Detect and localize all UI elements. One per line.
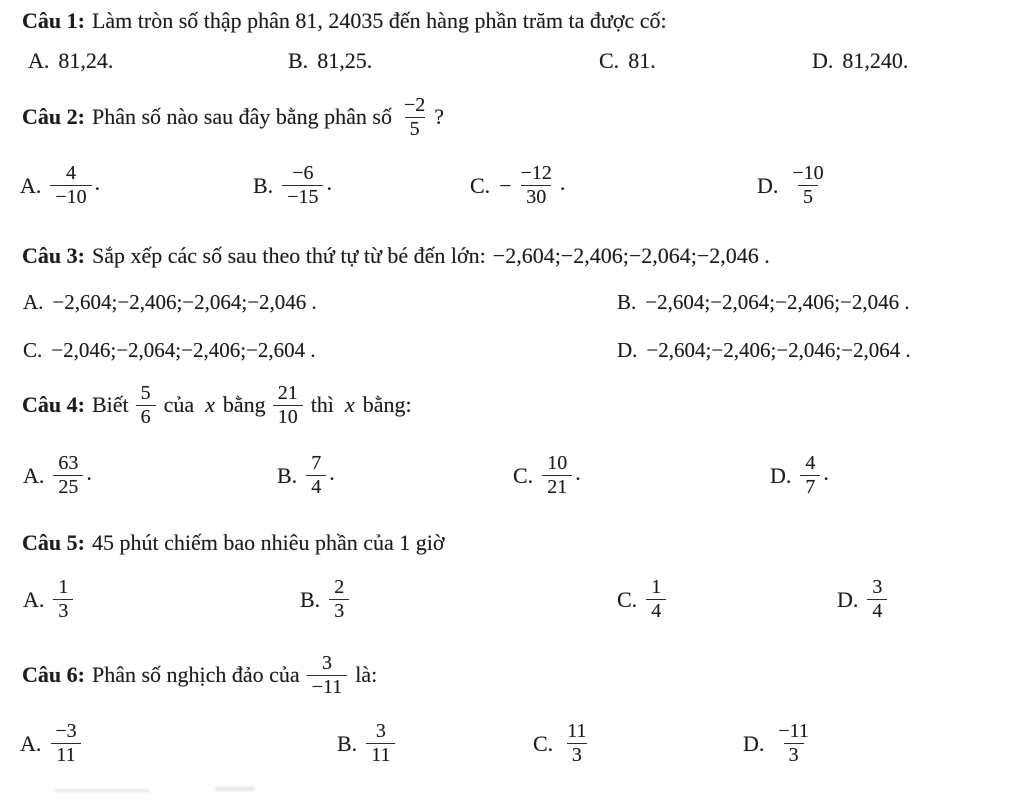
question-1-text: Làm tròn số thập phân 81, 24035 đến hàng phần trăm ta được cố: [91,8,667,33]
question-2-options [0,162,1024,209]
denominator: −11 [307,675,348,699]
question-1-label: Câu 1: [22,8,85,33]
option-1b-text: 81,25. [317,48,373,73]
question-3-text: Sắp xếp các số sau theo thứ tự từ bé đến lớn: [91,243,486,268]
option-4c-fraction [542,452,572,499]
question-6-label: Câu 6: [22,662,85,688]
option-1b [288,48,599,74]
option-3c-key: C. [23,338,43,362]
option-6c-key: C. [533,730,554,756]
option-2c-fraction [516,162,557,209]
question-4-variable-x-1: x [205,392,215,418]
scan-artifact [55,789,150,792]
option-6d-fraction [773,720,814,767]
question-1-options [0,48,1024,74]
denominator: 10 [273,405,303,429]
option-6b [337,720,533,767]
option-1a-key: A. [28,48,50,73]
denominator: 21 [542,475,572,499]
option-3c [23,338,617,363]
numerator: 1 [58,576,69,598]
option-5a-key: A. [23,586,45,612]
numerator: 4 [805,452,816,474]
option-3a-key: A. [23,290,44,314]
question-4-text-2: của [163,392,195,418]
numerator: 5 [140,382,151,404]
option-4c [513,452,770,499]
denominator: 5 [798,185,818,209]
option-5d-key: D. [837,586,859,612]
numerator: 21 [277,382,298,404]
question-2-text: Phân số nào sau đây bằng phân số [91,104,392,130]
denominator: 3 [567,743,587,767]
question-5-label: Câu 5: [22,530,85,555]
numerator: −12 [520,162,552,184]
question-2-label: Câu 2: [22,104,85,130]
numerator: 1 [651,576,662,598]
question-4-text-3: bằng [222,392,266,418]
option-1a-text: 81,24. [58,48,114,73]
option-2d-fraction [787,162,828,209]
option-4d-period: . [823,460,829,485]
denominator: 4 [867,599,887,623]
question-4-fraction-2 [273,382,303,429]
option-5a [23,576,300,623]
question-4-text-4: thì [310,392,334,418]
option-6a-fraction [50,720,81,767]
option-1b-key: B. [288,48,309,73]
option-1c-text: 81. [628,48,656,73]
option-1a [28,48,288,74]
option-1c-key: C. [599,48,620,73]
option-2c [470,162,757,209]
denominator: 6 [136,405,156,429]
option-6d [743,720,1024,767]
question-2-fraction [399,94,430,141]
numerator: 7 [311,452,322,474]
option-3b-text: −2,604;−2,064;−2,406;−2,046 . [645,290,910,314]
question-6-text-after: là: [355,662,378,688]
denominator: −15 [282,185,323,209]
option-2d [757,162,1024,209]
question-6-title [22,652,1016,699]
option-4d-fraction [800,452,820,499]
option-6b-key: B. [337,730,358,756]
numerator: −10 [792,162,824,184]
option-5c-key: C. [617,586,638,612]
question-5-options [0,576,1024,623]
question-5-title [22,530,1016,556]
option-2c-key: C. [470,172,491,198]
option-6c-fraction [562,720,591,767]
option-4d [770,452,1024,499]
option-3b-key: B. [617,290,637,314]
option-5d-fraction [867,576,887,623]
option-5c-fraction [646,576,666,623]
denominator: 30 [521,185,551,209]
question-4-text-1: Biết [91,392,129,418]
option-6d-key: D. [743,730,765,756]
option-5a-fraction [53,576,73,623]
option-2c-minus-sign: − [499,172,512,198]
numerator: 4 [66,162,77,184]
question-3-label: Câu 3: [22,243,85,268]
option-2b-key: B. [253,172,274,198]
option-4c-period: . [575,460,581,485]
denominator: 25 [53,475,83,499]
denominator: 11 [366,743,395,767]
numerator: 2 [334,576,345,598]
option-2a-key: A. [20,172,42,198]
option-2d-key: D. [757,172,779,198]
option-6c [533,720,743,767]
denominator: 7 [800,475,820,499]
option-2b-period: . [326,170,332,195]
option-5b-key: B. [300,586,321,612]
denominator: 3 [329,599,349,623]
option-4d-key: D. [770,462,792,488]
numerator: −2 [403,94,426,116]
option-4b [277,452,513,499]
option-3d-key: D. [617,338,638,362]
option-1d-text: 81,240. [842,48,909,73]
question-6-fraction [307,652,348,699]
option-4b-period: . [329,460,335,485]
option-2c-period: . [559,170,566,195]
denominator: 4 [646,599,666,623]
option-5d [837,576,1024,623]
option-2a-period: . [94,170,101,195]
option-4a-fraction [53,452,83,499]
question-2-mark: ? [434,104,445,130]
question-4-title [22,382,1016,429]
option-1d [812,48,1024,74]
scan-artifact [215,787,255,791]
option-4a [23,452,277,499]
option-6a [20,720,337,767]
option-6a-key: A. [20,730,42,756]
numerator: 10 [547,452,568,474]
option-4b-key: B. [277,462,298,488]
option-3a [23,290,617,315]
option-1d-key: D. [812,48,834,73]
numerator: −11 [778,720,809,742]
option-3d-text: −2,604;−2,406;−2,046;−2,064 . [646,338,911,362]
question-3-title [22,243,1016,269]
option-3b [617,290,1024,315]
option-4a-key: A. [23,462,45,488]
option-2b [253,162,470,209]
numerator: −3 [55,720,77,742]
option-6b-fraction [366,720,395,767]
option-4b-fraction [306,452,326,499]
numerator: 3 [375,720,386,742]
question-3-options-row-1 [0,290,1024,315]
question-3-sequence: −2,604;−2,406;−2,064;−2,046 . [492,243,770,268]
question-2-title [22,94,1016,141]
denominator: −10 [50,185,91,209]
option-1c [599,48,812,74]
option-2a [20,162,253,209]
option-5b [300,576,617,623]
option-4c-key: C. [513,462,534,488]
denominator: 4 [306,475,326,499]
question-4-label: Câu 4: [22,392,85,418]
numerator: 3 [872,576,883,598]
option-5c [617,576,837,623]
option-4a-period: . [86,460,92,485]
option-2b-fraction [282,162,323,209]
option-5b-fraction [329,576,349,623]
denominator: 3 [784,743,804,767]
numerator: −6 [292,162,314,184]
denominator: 11 [51,743,80,767]
numerator: 3 [321,652,332,674]
option-3c-text: −2,046;−2,064;−2,406;−2,604 . [51,338,316,362]
question-5-text: 45 phút chiếm bao nhiêu phần của 1 giờ [91,530,445,555]
question-4-fraction-1 [136,382,156,429]
question-1-title [22,8,1016,34]
denominator: 3 [53,599,73,623]
option-2a-fraction [50,162,91,209]
question-6-text: Phân số nghịch đảo của [91,662,300,688]
denominator: 5 [405,117,425,141]
numerator: 11 [567,720,587,742]
option-3d [617,338,1024,363]
option-3a-text: −2,604;−2,406;−2,064;−2,046 . [52,290,317,314]
question-4-variable-x-2: x [344,392,355,418]
question-6-options [0,720,1024,767]
question-3-options-row-2 [0,338,1024,363]
numerator: 63 [58,452,79,474]
question-4-options [0,452,1024,499]
question-4-text-5: bằng: [362,392,412,418]
